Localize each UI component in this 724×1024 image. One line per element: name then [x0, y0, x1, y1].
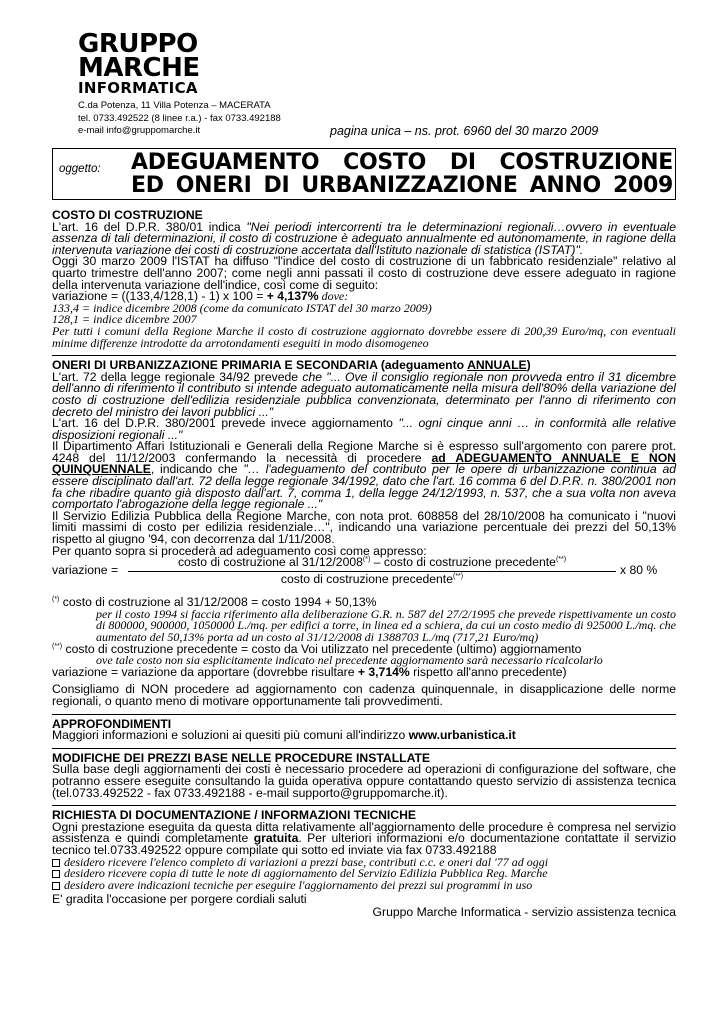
text: costo di costruzione precedente = costo da Voi utilizzato nel precedente (ultimo) aggiornamento	[62, 641, 582, 656]
footnote-detail: ove tale costo non sia esplicitamente indicato nel precedente aggiornamento sarà necessario ricalcolarlo	[96, 653, 603, 668]
text: L'art. 16 del D.P.R. 380/2001 prevede invece aggiornamento	[52, 416, 399, 431]
company-address	[78, 100, 281, 138]
formula-numerator	[128, 557, 616, 569]
paragraph	[52, 819, 676, 857]
address-line-1: C.da Potenza, 11 Villa Potenza – MACERATA	[78, 100, 271, 111]
paragraph: Il Servizio Edilizia Pubblica della Regione Marche, con nota prot. 608858 del 28/10/2008 ha comunicato i "nuovi limiti massimi di costo per edilizia residenziale…", indicando una variazione percentuale dei prezzi del 50,13% rispetto al giugno '94, con decorrenza dal 1/11/2008.	[52, 508, 676, 547]
company-logo	[78, 29, 288, 97]
quote: "… l'adeguamento del contributo per le opere di urbanizzazione continua ad essere disciplinato dall'art. 72 della legge regionale 34/1992, dato che l'art. 16 comma 6 del D.P.R. n. 380/2001 non fa che ribadire quanto già disposto dall'art. 7, comma 1, della legge 24/12/1993, n. 537, che a sua volta non aveva comportato l'abrogazione della legge regionale ..."	[52, 462, 677, 512]
text: Ogni prestazione eseguita da questa ditta relativamente all'aggiornamento delle procedure è compresa nel servizio assistenza e quindi completamente	[52, 819, 676, 846]
emphasis: gratuita	[253, 831, 299, 846]
option-label: desidero avere indicazioni tecniche per eseguire l'aggiornamento dei prezzi sui programmi in uso	[64, 877, 533, 892]
closing-line: E' gradita l'occasione per porgere cordiali saluti	[52, 892, 307, 907]
text: – costo di costruzione precedente	[370, 555, 556, 570]
footnote-mark: (*)	[362, 556, 371, 564]
formula-denominator	[128, 574, 616, 586]
divider	[52, 355, 676, 356]
formula-rhs: x 80 %	[620, 563, 658, 578]
checkbox-icon[interactable]	[52, 882, 60, 890]
subject-box	[52, 148, 676, 200]
text: )	[526, 358, 531, 373]
protocol-line: pagina unica – ns. prot. 6960 del 30 marzo 2009	[330, 124, 599, 138]
text: variazione = ((133,4/128,1) - 1) x 100 =	[52, 289, 267, 304]
text: L'art. 72 della legge regionale 34/92 prevede	[52, 369, 303, 384]
divider	[52, 714, 676, 715]
variation-line	[52, 664, 676, 679]
section-heading-modifiche: MODIFICHE DEI PREZZI BASE NELLE PROCEDURE INSTALLATE	[52, 750, 431, 765]
text: variazione = variazione da apportare (dovrebbe risultare	[52, 664, 358, 679]
text: Maggiori informazioni e soluzioni ai quesiti più comuni all'indirizzo	[52, 728, 409, 743]
text: costo di costruzione al 31/12/2008 = costo 1994 + 50,13%	[59, 595, 377, 610]
paragraph: Sulla base degli aggiornamenti dei costi è necessario procedere ad operazioni di configurazione del software, che potranno essere eseguite consultando la guida operativa oppure contattando questo servizio di assistenza tecnica (tel.0733.492522 - fax 0733.492188 - e-mail supporto@gruppomarche.it).	[52, 762, 676, 800]
quote: "... ogni cinque anni … in conformità alle relative disposizioni regionali ..."	[52, 416, 677, 442]
note: 128,1 = indice dicembre 2007	[52, 312, 197, 327]
subject-title-line-2: ED ONERI DI URBANIZZAZIONE ANNO 2009	[131, 173, 673, 198]
variation-value: + 4,137%	[266, 289, 319, 304]
adjustment-formula	[52, 557, 676, 597]
paragraph	[52, 441, 676, 511]
text: L'art. 16 del D.P.R. 380/01 indica	[52, 219, 247, 234]
request-option[interactable]	[52, 877, 676, 892]
note: Per tutti i comuni della Regione Marche il costo di costruzione aggiornato dovrebbe essere di 200,39 Euro/mq, con eventuali minime differenze introdotte da arrotondamenti eseguiti in modo disomogeneo	[52, 323, 676, 350]
text: dove:	[318, 289, 349, 304]
text: , indicando che	[150, 462, 244, 477]
paragraph	[52, 219, 676, 257]
logo-line-1: GRUPPO	[78, 29, 198, 59]
text: rispetto all'anno precedente)	[409, 664, 567, 679]
subject-label: oggetto:	[59, 163, 101, 175]
section-heading-richiesta: RICHIESTA DI DOCUMENTAZIONE / INFORMAZIONI TECNICHE	[52, 808, 417, 823]
text: ANNUALE	[467, 358, 527, 373]
logo-line-2: MARCHE	[78, 53, 200, 83]
website-link[interactable]: www.urbanistica.it	[408, 728, 516, 743]
text: costo di costruzione precedente	[280, 572, 453, 587]
paragraph: Per quanto sopra si procederà ad adeguamento così come appresso:	[52, 543, 427, 558]
paragraph	[52, 418, 676, 441]
footnote-mark: (**)	[452, 573, 464, 581]
subject-title	[131, 151, 673, 197]
emphasis: ad ADEGUAMENTO ANNUALE E NON QUINQUENNALE	[52, 450, 676, 477]
footnote-mark: (**)	[52, 642, 63, 650]
footnote-mark: (**)	[555, 556, 567, 564]
text: Il Dipartimento Affari Istituzionali e Generali della Regione Marche si è espresso sull'argomento con parere prot. 4248 del 11/12/2003 confermando la necessità di procedere	[52, 439, 676, 465]
paragraph	[52, 730, 676, 742]
document-body	[52, 210, 676, 918]
variation-value: + 3,714%	[357, 664, 410, 679]
option-label: desidero ricevere copia di tutte le note di aggiornamento del Servizio Edilizia Pubblica Reg. Marche	[64, 866, 548, 881]
section-heading-costo: COSTO DI COSTRUZIONE	[52, 208, 203, 222]
paragraph: Oggi 30 marzo 2009 l'ISTAT ha diffuso "l'indice del costo di costruzione di un fabbricato residenziale" relativo al quarto trimestre dell'anno 2007; come negli anni passati il costo di costruzione deve essere adeguato in ragione della intervenuta variazione dell'indice, così come di seguito:	[52, 254, 676, 292]
signature: Gruppo Marche Informatica - servizio assistenza tecnica	[372, 904, 676, 919]
divider	[52, 748, 676, 749]
logo-line-3: INFORMATICA	[78, 79, 198, 97]
quote: che "... Ove il consiglio regionale non provveda entro il 31 dicembre dell'anno di riferimento il contributo si intende adeguato automaticamente nella misura dell'80% della variazione del costo di costruzione dell'edilizia residenziale pubblica convenzionata, determinato per l'anno di riferimento con decreto del ministro dei lavori pubblici ..."	[52, 369, 677, 419]
checkbox-icon[interactable]	[52, 870, 60, 878]
checkbox-icon[interactable]	[52, 859, 60, 867]
formula-lhs: variazione =	[52, 563, 119, 578]
address-line-3: e-mail info@gruppomarche.it	[78, 125, 201, 136]
quote: "Nei periodi intercorrenti tra le determinazioni regionali…ovvero in eventuale assenza di tali determinazioni, il costo di costruzione è adeguato annualmente ed autonomamente, in ragione della intervenuta variazione dei costi di costruzione accertata dall'Istituto nazionale di statistica (ISTAT)".	[52, 219, 676, 257]
footnote-detail: per il costo 1994 si faccia riferimento alla deliberazione G.R. n. 587 del 27/2/1995 che prevede rispettivamente un costo di 800000, 900000, 1050000 L./mq. per edifici a torre, in linea ed a schiera, da cui un costo medio di 925000 L./mq. che aumentato del 50,13% porta ad un costo al 31/12/2008 di 1388703 L./mq (717,21 Euro/mq)	[96, 606, 676, 644]
section-heading-approfondimenti: APPROFONDIMENTI	[52, 716, 172, 731]
paragraph: Consigliamo di NON procedere ad aggiornamento con cadenza quinquennale, in disapplicazione delle norme regionali, o quanto meno di motivare opportunamente tali provvedimenti.	[52, 682, 676, 708]
footnote-mark: (*)	[52, 596, 60, 604]
text: costo di costruzione al 31/12/2008	[177, 555, 363, 570]
text: ONERI DI URBANIZZAZIONE PRIMARIA E SECONDARIA (adeguamento	[52, 358, 468, 373]
divider	[52, 805, 676, 806]
address-line-2: tel. 0733.492522 (8 linee r.a.) - fax 0733.492188	[78, 112, 281, 124]
subject-title-line-1: ADEGUAMENTO COSTO DI COSTRUZIONE	[131, 150, 673, 175]
paragraph	[52, 369, 677, 419]
text: . Per ulteriori informazioni e/o documentazione contattate il servizio tecnico tel.0733.492522 oppure compilate qui sotto ed inviate via fax 0733.492188	[52, 831, 676, 857]
option-label: desidero ricevere l'elenco completo di variazioni a prezzi base, contributi c.c. e oneri dal '77 ad oggi	[64, 854, 549, 869]
note: 133,4 = indice dicembre 2008 (come da comunicato ISTAT del 30 marzo 2009)	[52, 300, 432, 315]
